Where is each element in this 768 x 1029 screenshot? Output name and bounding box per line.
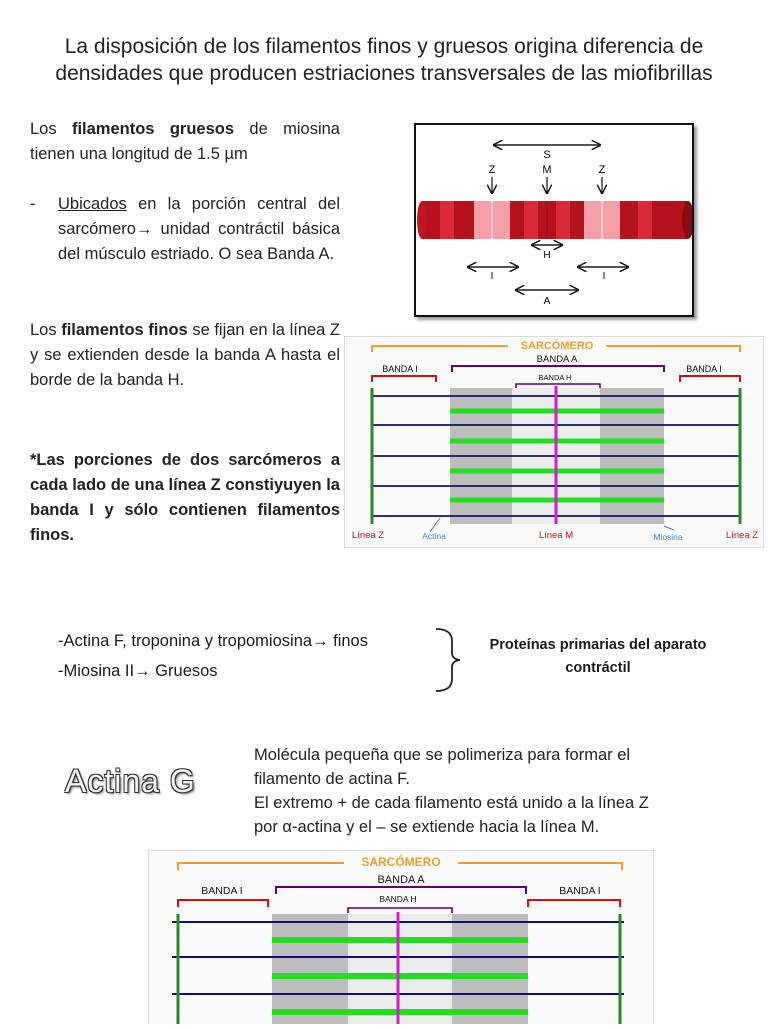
label-s: S (543, 149, 551, 161)
label-actina: Actina (422, 531, 446, 541)
label-h: H (543, 250, 551, 261)
label-miosina: Miosina (653, 532, 683, 542)
label-banda-i-left: BANDA I (201, 885, 243, 897)
primary-proteins-label: Proteínas primarias del aparato contráctil (489, 637, 707, 676)
label-banda-i-right: BANDA I (686, 364, 722, 374)
protein-list (58, 626, 368, 686)
label-banda-i-right: BANDA I (559, 885, 601, 897)
label-a: A (543, 296, 551, 307)
list-item: -Miosina II→ Gruesos (58, 662, 218, 680)
label-m: M (542, 164, 552, 176)
label-i: I (602, 271, 606, 282)
label-sarcomero: SARCÓMERO (520, 340, 594, 352)
label-linea-z-left: Línea Z (351, 530, 385, 541)
paragraph-banda-i: *Las porciones de dos sarcómeros a cada lado de una línea Z constiyuyen la banda I y sólo contienen filamentos finos. (30, 451, 340, 544)
actina-g-description: Molécula pequeña que se polimeriza para formar el filamento de actina F. El extremo + de cada filamento está unido a la línea Z por α-actina y el – se extiende hacia la línea M. (254, 746, 649, 836)
label-banda-a: BANDA A (536, 354, 578, 365)
label-sarcomero: SARCÓMERO (361, 855, 441, 869)
label-banda-a: BANDA A (377, 874, 425, 886)
paragraph-ubicados: - Ubicados en la porción central del sarcómero→ unidad contráctil básica del músculo estriado. O sea Banda A. (30, 195, 340, 263)
label-i: I (490, 271, 494, 282)
slide-title: La disposición de los filamentos finos y gruesos origina diferencia de densidades que producen estriaciones transversales de las miofibrillas (55, 35, 713, 85)
paragraph-filamentos-gruesos: Los filamentos gruesos de miosina tienen una longitud de 1.5 µm (30, 120, 340, 163)
label-banda-h: BANDA H (538, 373, 572, 382)
label-linea-m: Línea M (538, 530, 574, 541)
myofibril-cylinder (417, 201, 692, 239)
label-z: Z (598, 164, 606, 176)
label-banda-h: BANDA H (379, 894, 417, 904)
sarcomere-diagram-bottom (148, 850, 654, 1024)
label-banda-i-left: BANDA I (382, 364, 418, 374)
label-linea-z-right: Línea Z (725, 530, 759, 541)
list-item: -Actina F, troponina y tropomiosina→ finos (58, 632, 368, 650)
actina-g-heading: Actina G (65, 763, 196, 799)
label-z: Z (488, 164, 496, 176)
curly-brace-icon (430, 625, 470, 695)
myofibril-diagram (414, 123, 694, 317)
sarcomere-diagram (344, 336, 764, 548)
paragraph-filamentos-finos: Los filamentos finos se fijan en la línea Z y se extienden desde la banda A hasta el borde de la banda H. (30, 321, 341, 389)
